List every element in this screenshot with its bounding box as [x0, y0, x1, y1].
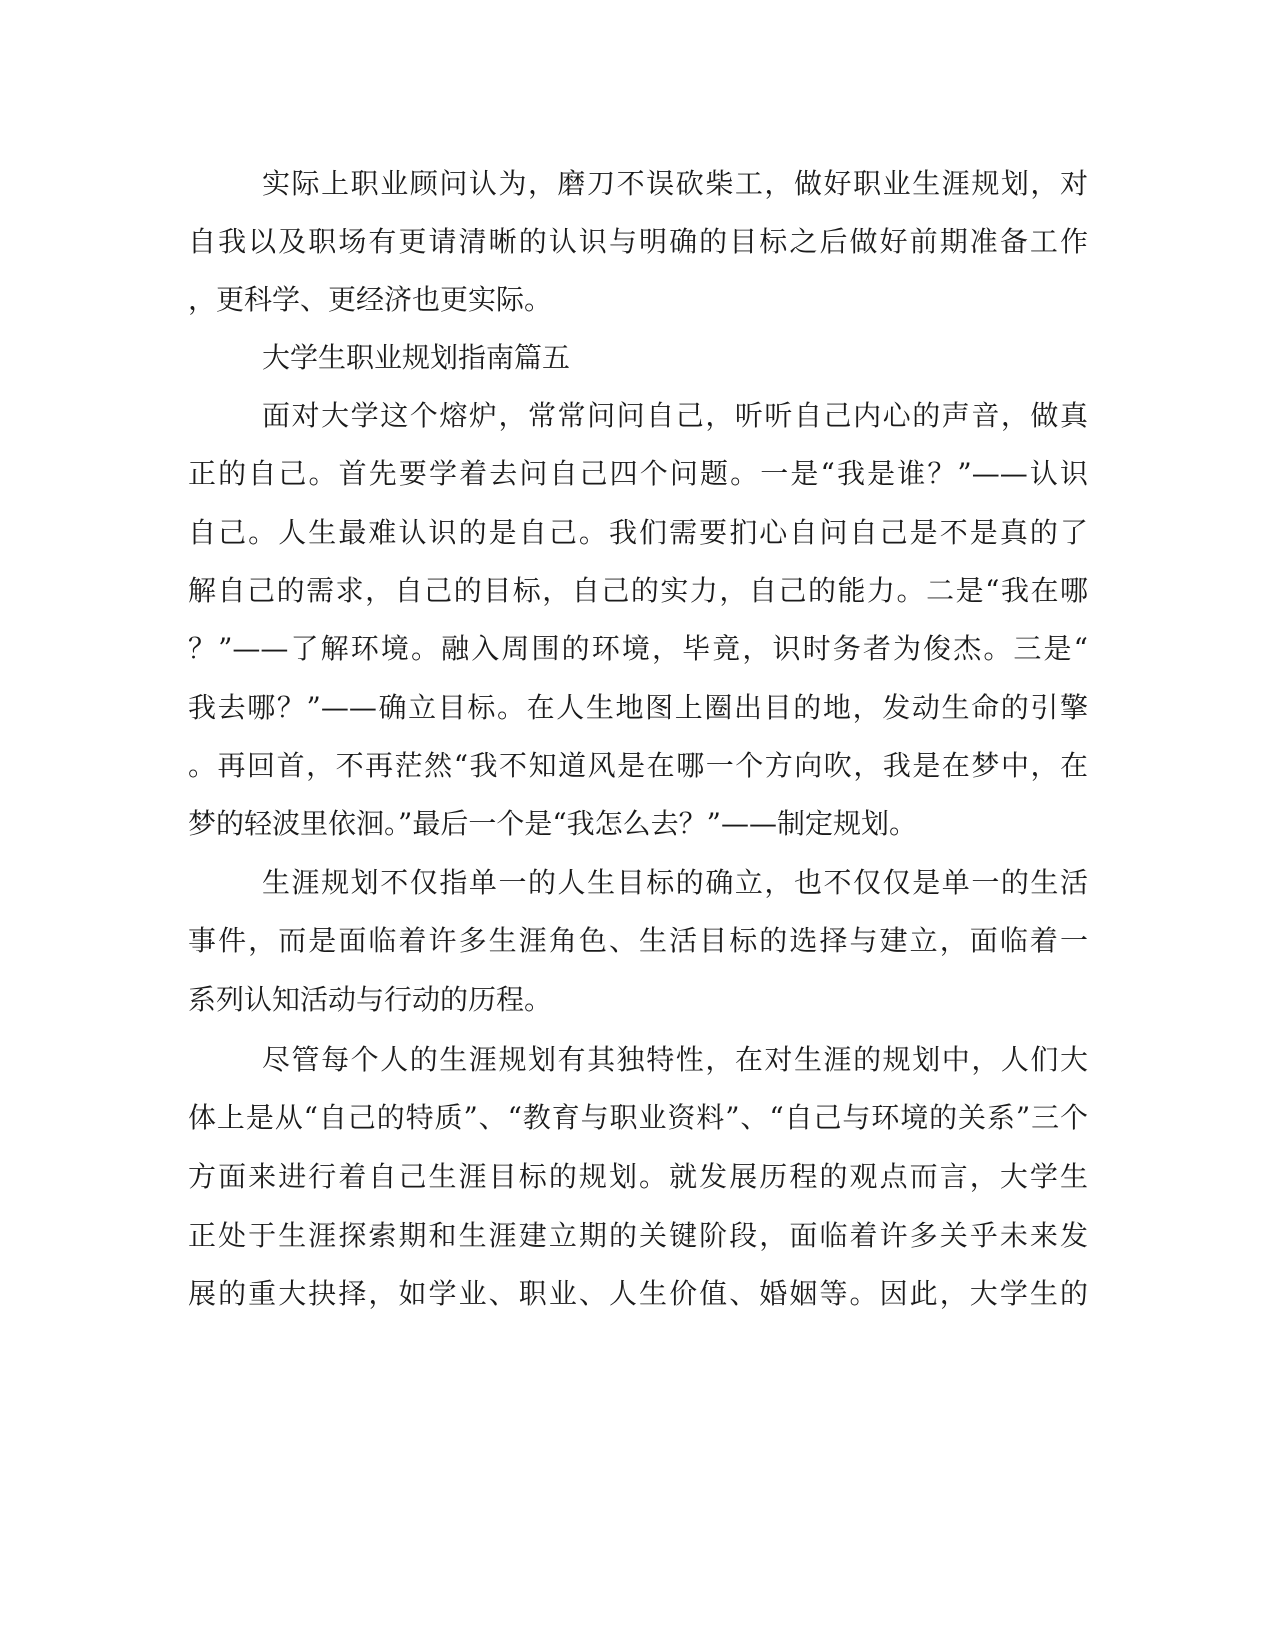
text-line: 。再回首，不再茫然“我不知道风是在哪一个方向吹，我是在梦中，在: [188, 749, 1088, 782]
text-line: 自己。人生最难认识的是自己。我们需要扪心自问自己是不是真的了: [188, 516, 1088, 549]
text-line: 系列认知活动与行动的历程。: [188, 983, 553, 1016]
text-line: 事件，而是面临着许多生涯角色、生活目标的选择与建立，面临着一: [188, 924, 1088, 957]
text-line: 展的重大抉择，如学业、职业、人生价值、婚姻等。因此，大学生的: [188, 1277, 1088, 1310]
text-line: 实际上职业顾问认为，磨刀不误砍柴工，做好职业生涯规划，对: [262, 167, 1088, 200]
text-line: 自我以及职场有更请清晰的认识与明确的目标之后做好前期准备工作: [188, 225, 1088, 258]
text-line: 我去哪？”——确立目标。在人生地图上圈出目的地，发动生命的引擎: [188, 691, 1088, 724]
text-line: ？”——了解环境。融入周围的环境，毕竟，识时务者为俊杰。三是“: [188, 632, 1088, 665]
text-line: 生涯规划不仅指单一的人生目标的确立，也不仅仅是单一的生活: [262, 866, 1088, 899]
text-line: 方面来进行着自己生涯目标的规划。就发展历程的观点而言，大学生: [188, 1160, 1088, 1193]
text-line: ，更科学、更经济也更实际。: [188, 283, 553, 316]
text-line: 尽管每个人的生涯规划有其独特性，在对生涯的规划中，人们大: [262, 1043, 1088, 1076]
text-line: 梦的轻波里依洄。”最后一个是“我怎么去？”——制定规划。: [188, 807, 917, 840]
section-heading: 大学生职业规划指南篇五: [262, 341, 571, 374]
text-line: 正的自己。首先要学着去问自己四个问题。一是“我是谁？”——认识: [188, 457, 1088, 490]
text-line: 正处于生涯探索期和生涯建立期的关键阶段，面临着许多关乎未来发: [188, 1219, 1088, 1252]
text-line: 解自己的需求，自己的目标，自己的实力，自己的能力。二是“我在哪: [188, 574, 1088, 607]
text-line: 面对大学这个熔炉，常常问问自己，听听自己内心的声音，做真: [262, 399, 1088, 432]
text-line: 体上是从“自己的特质”、“教育与职业资料”、“自己与环境的关系”三个: [188, 1101, 1088, 1134]
